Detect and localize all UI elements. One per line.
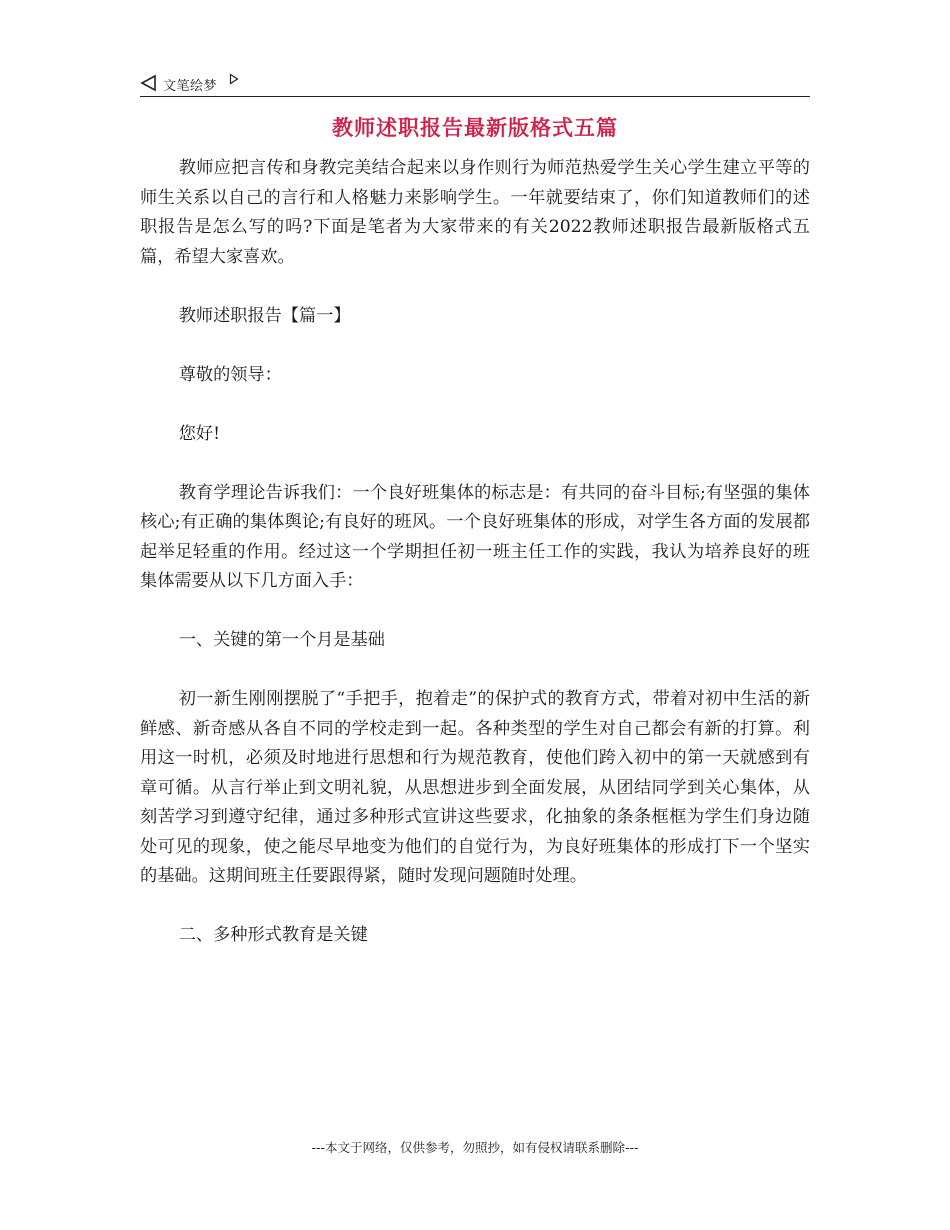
page-header [140, 72, 810, 97]
document-title: 教师述职报告最新版格式五篇 [332, 116, 618, 140]
intro-paragraph: 教师应把言传和身教完美结合起来以身作则行为师范热爱学生关心学生建立平等的师生关系以自己的言行和人格魅力来影响学生。一年就要结束了，你们知道教师们的述职报告是怎么写的吗?下面是笔者为大家带来的有关2022教师述职报告最新版格式五篇，希望大家喜欢。 [140, 158, 810, 267]
subheading-one: 一、关键的第一个月是基础 [178, 630, 385, 650]
triangle-right-outline-icon [229, 73, 239, 85]
subheading-two: 二、多种形式教育是关键 [178, 925, 368, 945]
greeting: 您好! [178, 423, 220, 444]
section-heading-part-one: 教师述职报告【篇一】 [178, 305, 351, 326]
triangle-left-outline-icon [140, 74, 158, 92]
document-body [140, 154, 810, 980]
header-brand: 文笔绘梦 [163, 79, 218, 94]
body-paragraph: 初一新生刚刚摆脱了“手把手，抱着走”的保护式的教育方式，带着对初中生活的新鲜感、新奇感从各自不同的学校走到一起。各种类型的学生对自己都会有新的打算。利用这一时机，必须及时地进行思想和行为规范教育，使他们跨入初中的第一天就感到有章可循。从言行举止到文明礼貌，从思想进步到全面发展，从团结同学到关心集体，从刻苦学习到遵守纪律，通过多种形式宣讲这些要求，化抽象的条条框框为学生们身边随处可见的现象，使之能尽早地变为他们的自觉行为，为良好班集体的形成打下一个坚实的基础。这期间班主任要跟得紧，随时发现问题随时处理。 [140, 689, 810, 886]
salutation: 尊敬的领导： [178, 364, 282, 385]
footer-disclaimer: ---本文于网络，仅供参考，勿照抄，如有侵权请联系删除--- [311, 1140, 639, 1155]
body-paragraph: 教育学理论告诉我们：一个良好班集体的标志是：有共同的奋斗目标;有坚强的集体核心;有正确的集体舆论;有良好的班风。一个良好班集体的形成，对学生各方面的发展都起举足轻重的作用。经过这一个学期担任初一班主任工作的实践，我认为培养良好的班集体需要从以下几方面入手： [140, 482, 810, 591]
